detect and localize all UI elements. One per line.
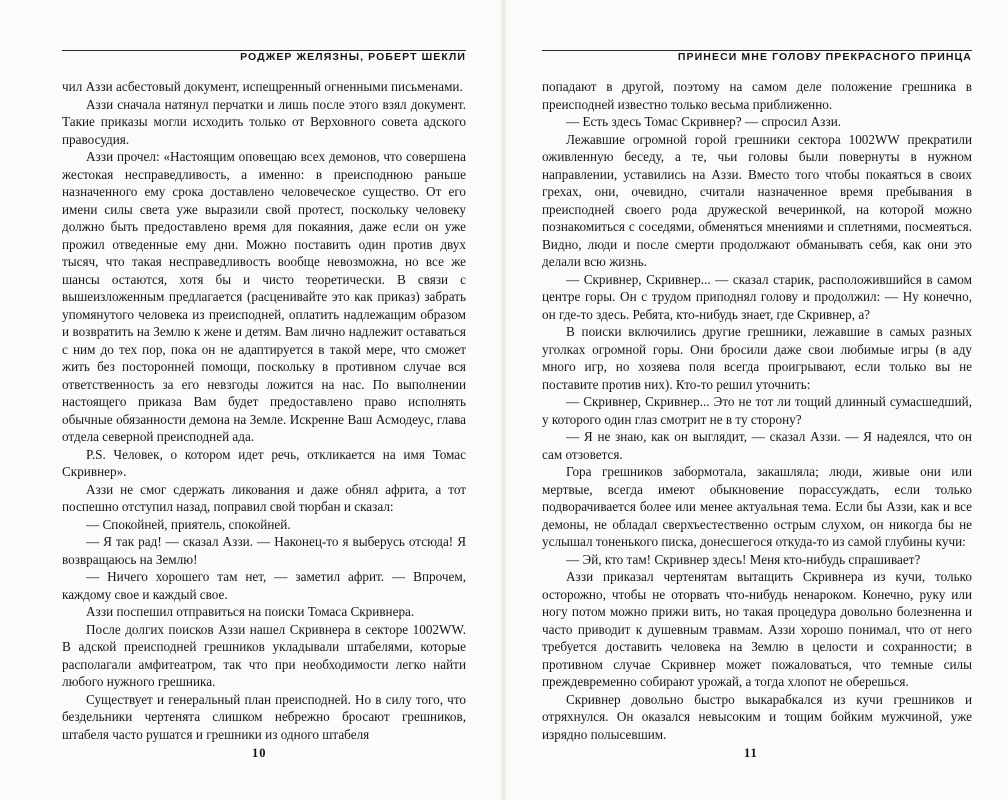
paragraph: — Спокойней, приятель, спокойней. <box>86 516 291 532</box>
paragraph: Скривнер довольно быстро выкарабкался из кучи грешников и отряхнулся. Он оказался невысоким и тощим бойким мужчиной, уже изрядно полысевшим. <box>542 691 972 742</box>
paragraph: Лежавшие огромной горой грешники сектора 1002WW прекратили оживленную беседу, а те, чьи головы были повернуты в нужном направлении, уставились на Аззи. Вместо того чтобы покаяться в своих грехах, они, очевидно, считали назначенное время пребывания в преисподней своего рода дружеской вечеринкой, на которой можно познакомиться с соседями, обменяться мнениями и сплетнями, посмеяться. Видно, люди и после смерти продолжают обманывать себя, как они это делали всю жизнь. <box>542 131 972 269</box>
paragraph: Аззи сначала натянул перчатки и лишь после этого взял документ. Такие приказы могли исходить только от Верховного совета адского правосудия. <box>62 96 466 147</box>
paragraph: — Я не знаю, как он выглядит, — сказал Аззи. — Я надеялся, что он сам отзовется. <box>542 429 972 462</box>
paragraph: Аззи поспешил отправиться на поиски Томаса Скривнера. <box>86 604 415 619</box>
paragraph: Существует и генеральный план преисподней. Но в силу того, что бездельники чертенята слишком небрежно бросают грешников, штабеля часто рушатся и грешники из одного штабеля <box>62 691 466 742</box>
body-text <box>542 78 972 743</box>
paragraph: P.S. Человек, о котором идет речь, откликается на имя Томас Скривнер». <box>62 446 466 479</box>
page-number: 10 <box>252 746 267 760</box>
paragraph: — Скривнер, Скривнер... — сказал старик, расположившийся в самом центре горы. Он с трудом приподнял голову и продолжил: — Ну конечно, он где-то здесь. Ребята, кто-нибудь знает, где Скривнер, а? <box>542 271 972 322</box>
page-number: 11 <box>744 746 758 760</box>
body-text <box>62 78 466 743</box>
paragraph: — Скривнер, Скривнер... Это не тот ли тощий длинный сумасшедший, у которого один глаз смотрит не в ту сторону? <box>542 394 972 427</box>
paragraph: — Ничего хорошего там нет, — заметил африт. — Впрочем, каждому свое и каждый свое. <box>62 569 466 602</box>
paragraph: — Эй, кто там! Скривнер здесь! Меня кто-нибудь спрашивает? <box>566 551 921 567</box>
paragraph: — Я так рад! — сказал Аззи. — Наконец-то я выберусь отсюда! Я возвращаюсь на Землю! <box>62 534 466 567</box>
running-header: РОДЖЕР ЖЕЛЯЗНЫ, РОБЕРТ ШЕКЛИ <box>240 51 466 63</box>
paragraph: — Есть здесь Томас Скривнер? — спросил Аззи. <box>566 114 842 129</box>
paragraph: После долгих поисков Аззи нашел Скривнера в секторе 1002WW. В адской преисподней грешников укладывали штабелями, которые располагали амфитеатром, так что при необходимости легко найти любого нужного грешника. <box>62 621 466 689</box>
paragraph: попадают в другой, поэтому на самом деле положение грешника в преисподней известно только весьма приближенно. <box>542 79 972 112</box>
left-page <box>0 0 503 800</box>
paragraph: В поиски включились другие грешники, лежавшие в самых разных уголках огромной горы. Они бросили даже свои любимые игры (в аду много игр, но хозяева поля всегда проигрывают, если только вы не поставите против них). Кто-то решил уточнить: <box>542 324 972 392</box>
paragraph: Гора грешников забормотала, закашляла; люди, живые они или мертвые, всегда имеют обыкновение порассуждать, если только подворачивается более или менее актуальная тема. Если бы Аззи, как и все демоны, не обладал сверхъестественно острым слухом, он никогда бы не услышал тоненького писка, донесшегося откуда-то из самой глубины кучи: <box>542 464 972 549</box>
paragraph: Аззи приказал чертенятам вытащить Скривнера из кучи, только осторожно, чтобы не оторвать что-нибудь ненароком. Конечно, руку или ногу потом можно прижи вить, но такая процедура довольно болезненна и часто приводит к душевным травмам. Аззи хорошо понимал, что от него требуется доставить человека на Землю в целости и сохранности; в противном случае Скривнер может пожаловаться, что темные силы преждевременно собирают урожай, а тогда хлопот не оберешься. <box>542 569 972 689</box>
paragraph: Аззи прочел: «Настоящим оповещаю всех демонов, что совершена жестокая несправедливость, а именно: в преисподнюю раньше назначенного ему срока доставлено человеческое существо. От его имени силы света уже выразили свой протест, поскольку человеку должно быть предоставлено время для покаяния, даже если он уже прожил отведенные ему дни. Можно поставить один против двух тысяч, что такая несправедливость вообще невозможна, но все же шансы остаются, хотя бы и чисто теоретически. В связи с вышеизложенным предлагается (расценивайте это как приказ) забрать упомянутого человека из преисподней, оплатить надлежащим образом и возвратить на Землю к жене и детям. Вам лично надлежит оставаться с ним до тех пор, пока он не адаптируется в такой мере, что сможет жить без посторонней помощи, поскольку в противном случае вся ответственность за его невзгоды ложится на нас. По выполнении настоящего приказа Вам будет предоставлено право исполнять обычные обязанности демона на Земле. Искренне Ваш Асмодеус, глава отдела северной преисподней ада. <box>62 149 466 444</box>
running-header: ПРИНЕСИ МНЕ ГОЛОВУ ПРЕКРАСНОГО ПРИНЦА <box>677 51 972 63</box>
paragraph: Аззи не смог сдержать ликования и даже обнял африта, а тот поспешно отступил назад, поправил свой тюрбан и сказал: <box>62 481 466 514</box>
right-page <box>504 0 1007 800</box>
paragraph: чил Аззи асбестовый документ, испещренный огненными письменами. <box>62 79 463 94</box>
